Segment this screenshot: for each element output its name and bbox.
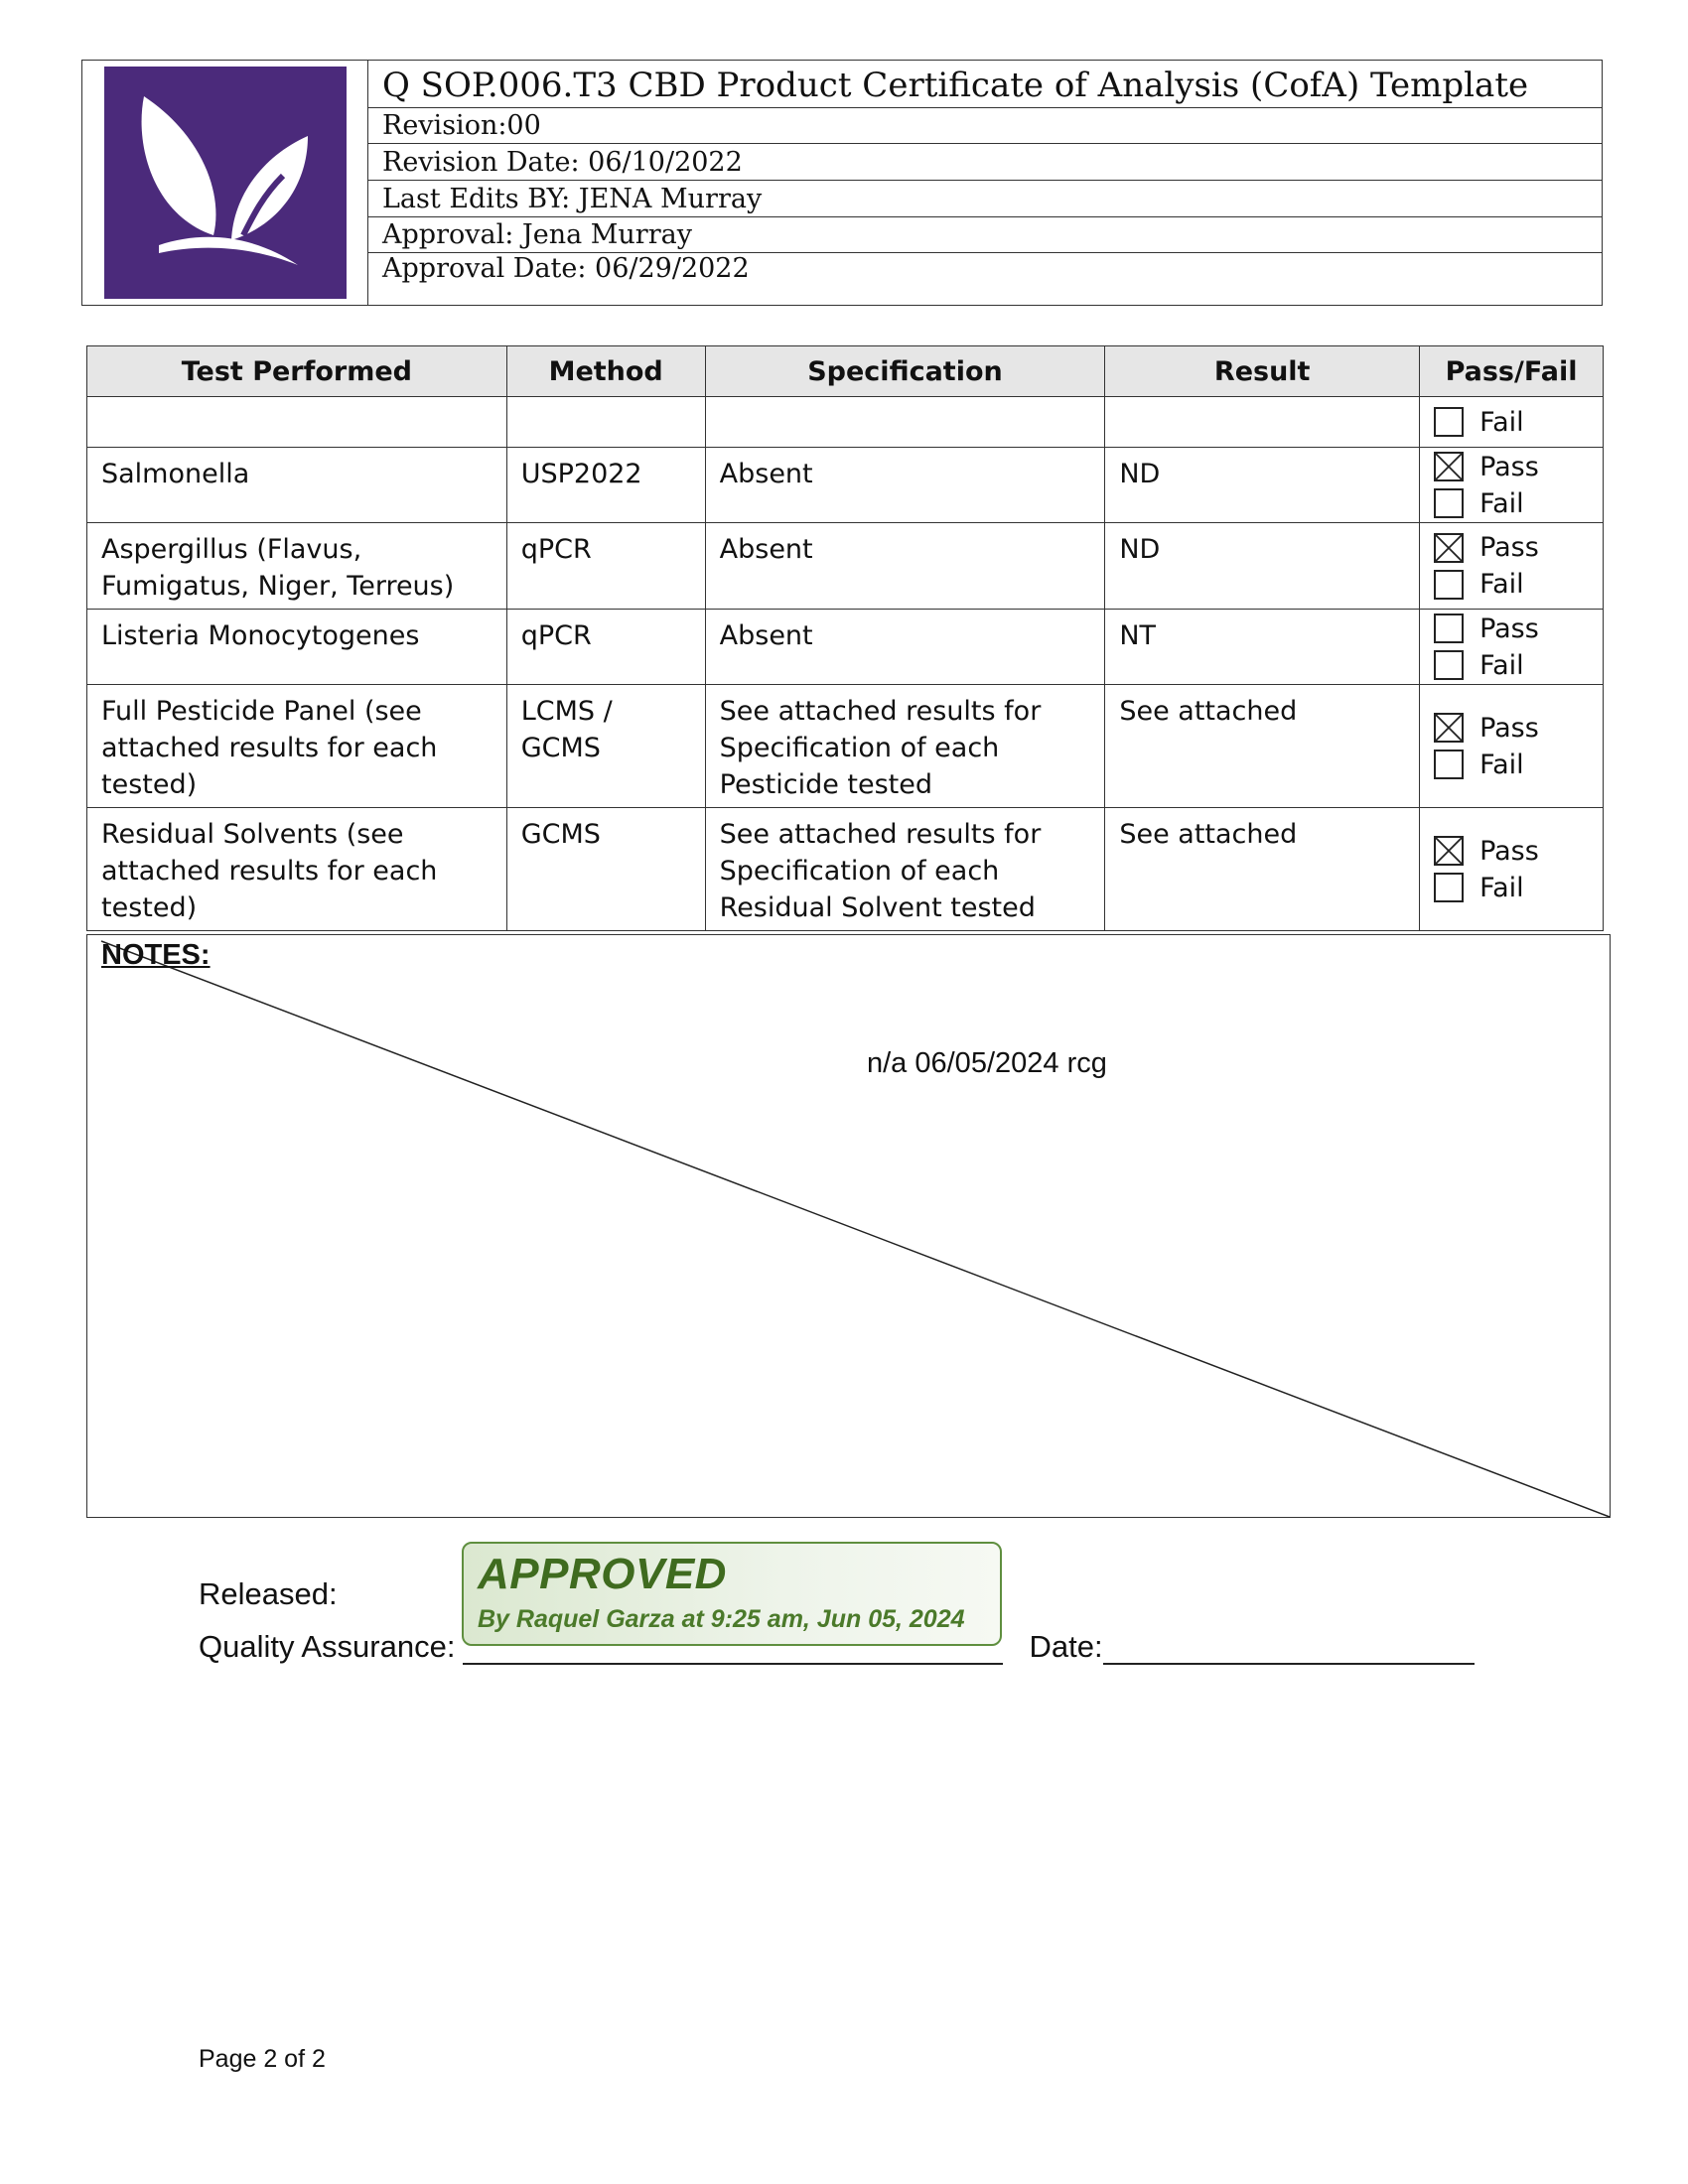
stamp-title: APPROVED [478, 1550, 727, 1598]
pass-label: Pass [1479, 835, 1539, 867]
table-row [87, 523, 1604, 610]
test-cell: Residual Solvents (see attached results for each tested) [87, 808, 507, 931]
logo-cell [82, 61, 368, 305]
spec-cell: See attached results for Specification of each Residual Solvent tested [705, 808, 1105, 931]
fail-label: Fail [1479, 406, 1524, 438]
qa-label: Quality Assurance: [199, 1629, 456, 1664]
results-table [86, 345, 1604, 931]
pass-fail-cell [1420, 610, 1604, 685]
check-x-icon [1436, 454, 1462, 479]
pass-label: Pass [1479, 532, 1539, 563]
fail-label: Fail [1479, 569, 1524, 600]
pass-checkbox[interactable] [1434, 836, 1464, 866]
fail-checkbox[interactable] [1434, 750, 1464, 779]
fail-checkbox[interactable] [1434, 407, 1464, 437]
pass-fail-cell [1420, 808, 1604, 931]
test-cell: Salmonella [87, 448, 507, 523]
fail-label: Fail [1479, 872, 1524, 903]
leaf-logo-icon [104, 67, 347, 299]
notes-text: n/a 06/05/2024 rcg [867, 1047, 1107, 1079]
pass-option [1434, 449, 1603, 485]
revision-date: Revision Date: 06/10/2022 [368, 144, 1602, 181]
col-pass-fail: Pass/Fail [1420, 346, 1604, 397]
method-cell [506, 397, 705, 448]
fail-option [1434, 647, 1603, 684]
pass-option [1434, 611, 1603, 647]
check-x-icon [1436, 535, 1462, 561]
test-cell [87, 397, 507, 448]
document-title: Q SOP.006.T3 CBD Product Certificate of Analysis (CofA) Template [368, 61, 1602, 108]
table-row [87, 808, 1604, 931]
spec-cell: Absent [705, 448, 1105, 523]
fail-option [1434, 566, 1603, 603]
col-test-performed: Test Performed [87, 346, 507, 397]
fail-option [1434, 485, 1603, 522]
method-cell: GCMS [506, 808, 705, 931]
released-label: Released: [199, 1576, 338, 1611]
pass-checkbox[interactable] [1434, 713, 1464, 743]
pass-fail-cell [1420, 685, 1604, 808]
fail-option [1434, 404, 1603, 441]
check-x-icon [1436, 838, 1462, 864]
approval: Approval: Jena Murray [368, 217, 1602, 254]
notes-label: NOTES: [101, 939, 211, 971]
result-cell [1105, 397, 1420, 448]
test-cell: Listeria Monocytogenes [87, 610, 507, 685]
fail-checkbox[interactable] [1434, 650, 1464, 680]
pass-checkbox[interactable] [1434, 614, 1464, 643]
last-edits: Last Edits BY: JENA Murray [368, 181, 1602, 217]
pass-option [1434, 529, 1603, 566]
table-header-row [87, 346, 1604, 397]
method-cell: qPCR [506, 523, 705, 610]
pass-checkbox[interactable] [1434, 533, 1464, 563]
fail-label: Fail [1479, 487, 1524, 519]
table-row [87, 610, 1604, 685]
check-x-icon [1436, 715, 1462, 741]
pass-fail-cell [1420, 523, 1604, 610]
method-cell: USP2022 [506, 448, 705, 523]
result-cell: ND [1105, 448, 1420, 523]
spec-cell: Absent [705, 523, 1105, 610]
pass-checkbox[interactable] [1434, 452, 1464, 481]
stamp-by: By Raquel Garza at 9:25 am, Jun 05, 2024 [478, 1605, 965, 1633]
fail-checkbox[interactable] [1434, 873, 1464, 902]
result-cell: See attached [1105, 808, 1420, 931]
fail-checkbox[interactable] [1434, 488, 1464, 518]
fail-label: Fail [1479, 649, 1524, 681]
date-label: Date: [1029, 1629, 1103, 1664]
method-cell: LCMS / GCMS [506, 685, 705, 808]
pass-fail-cell [1420, 397, 1604, 448]
fail-option [1434, 747, 1603, 783]
test-cell: Full Pesticide Panel (see attached results for each tested) [87, 685, 507, 808]
date-signature-line [1103, 1631, 1475, 1665]
test-cell: Aspergillus (Flavus, Fumigatus, Niger, Terreus) [87, 523, 507, 610]
result-cell: ND [1105, 523, 1420, 610]
col-method: Method [506, 346, 705, 397]
pass-option [1434, 710, 1603, 747]
pass-label: Pass [1479, 451, 1539, 482]
col-specification: Specification [705, 346, 1105, 397]
result-cell: NT [1105, 610, 1420, 685]
spec-cell: Absent [705, 610, 1105, 685]
pass-fail-cell [1420, 448, 1604, 523]
pass-label: Pass [1479, 712, 1539, 744]
method-cell: qPCR [506, 610, 705, 685]
notes-box [86, 934, 1611, 1518]
strike-through-line [87, 935, 1612, 1519]
revision: Revision:00 [368, 108, 1602, 145]
col-result: Result [1105, 346, 1420, 397]
fail-label: Fail [1479, 749, 1524, 780]
pass-option [1434, 833, 1603, 870]
spec-cell: See attached results for Specification of each Pesticide tested [705, 685, 1105, 808]
page-number: Page 2 of 2 [199, 2045, 326, 2073]
header-info [368, 61, 1602, 305]
table-row [87, 397, 1604, 448]
fail-checkbox[interactable] [1434, 570, 1464, 600]
table-row [87, 448, 1604, 523]
spec-cell [705, 397, 1105, 448]
pass-label: Pass [1479, 613, 1539, 644]
approved-stamp [462, 1542, 1002, 1646]
fail-option [1434, 870, 1603, 906]
table-row [87, 685, 1604, 808]
document-header [81, 60, 1603, 306]
result-cell: See attached [1105, 685, 1420, 808]
approval-date: Approval Date: 06/29/2022 [382, 253, 750, 285]
